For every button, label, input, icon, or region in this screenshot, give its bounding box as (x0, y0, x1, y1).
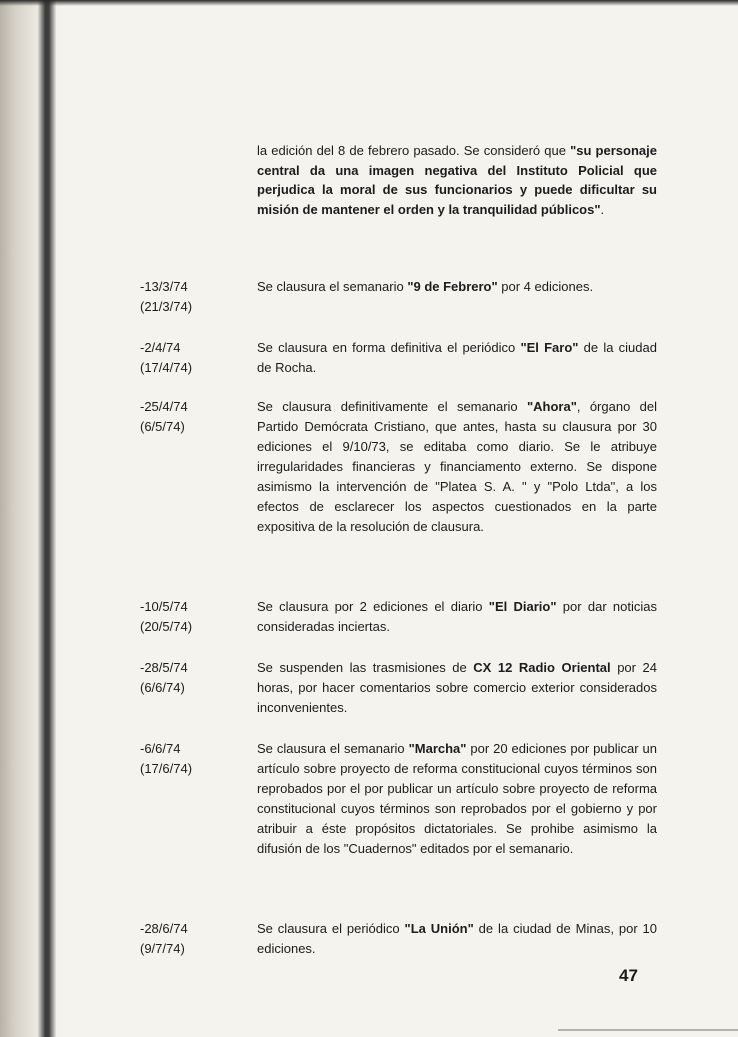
intro-text: la edición del 8 de febrero pasado. Se consideró que (257, 143, 571, 158)
entry-text-end: de la ciudad de Rocha. (257, 340, 657, 375)
book-spine-edge (38, 0, 56, 1037)
entry-publication-name: "El Faro" (520, 340, 579, 355)
entry-dates (140, 919, 250, 959)
entry-text (257, 338, 657, 378)
entry-publication-date: (6/6/74) (140, 680, 185, 695)
intro-quote: "su personaje central da una imagen negativa del Instituto Policial que perjudica la moral de sus funcionarios y puede dificultar su misión de mantener el orden y la tranquilidad públicos" (257, 143, 657, 217)
entry-dates (140, 277, 250, 317)
entry-text-start: Se suspenden las trasmisiones de (257, 660, 474, 675)
entry-text (257, 739, 657, 859)
entry-publication-name: "La Unión" (404, 921, 474, 936)
entry-publication-date: (6/5/74) (140, 419, 185, 434)
entry-text-start: Se clausura el periódico (257, 921, 405, 936)
entry-publication-date: (17/4/74) (140, 360, 193, 375)
entry-text-end: de la ciudad de Minas, por 10 ediciones. (257, 921, 658, 956)
entry-publication-name: "Marcha" (408, 741, 467, 756)
entry-date: -25/4/74 (140, 399, 188, 414)
entry-publication-date: (17/6/74) (140, 761, 193, 776)
entry-publication-date: (9/7/74) (140, 941, 185, 956)
entry-text (257, 919, 657, 959)
entry-date: -13/3/74 (140, 279, 188, 294)
entry-dates (140, 739, 250, 779)
entry-dates (140, 397, 250, 437)
entry-text-end: , órgano del Partido Demócrata Cristiano, que antes, hasta su clausura por 30 ediciones el 9/10/73, se editaba como diario. Se le atribuye irregularidades financieras y financiamento externo. Se dispone asimismo la intervención de "Platea S. A. " y "Polo Ltda", a los efectos de esclarecer los aspectos cuestionados en la parte expositiva de la resolución de clausura. (257, 399, 657, 534)
entry-publication-name: "9 de Febrero" (407, 279, 498, 294)
entry-publication-name: CX 12 Radio Oriental (473, 660, 611, 675)
entry-text-start: Se clausura por 2 ediciones el diario (257, 599, 489, 614)
entry-date: -6/6/74 (140, 741, 181, 756)
entry-text (257, 658, 657, 718)
entry-publication-name: "El Diario" (488, 599, 557, 614)
intro-end: . (600, 201, 605, 217)
page-bottom-edge (558, 1029, 738, 1031)
page-top-edge (0, 0, 738, 6)
entry-text (257, 597, 657, 637)
entry-text-start: Se clausura en forma definitiva el periódico (257, 340, 521, 355)
entry-text-start: Se clausura el semanario (257, 741, 409, 756)
entry-date: -10/5/74 (140, 599, 188, 614)
entry-text (257, 397, 657, 537)
entry-text-end: por dar noticias consideradas inciertas. (257, 599, 657, 634)
entry-date: -2/4/74 (140, 340, 181, 355)
entry-publication-date: (20/5/74) (140, 619, 193, 634)
entry-dates (140, 338, 250, 378)
entry-publication-name: "Ahora" (526, 399, 577, 414)
entry-date: -28/6/74 (140, 921, 188, 936)
intro-paragraph (257, 141, 657, 219)
entry-text-start: Se clausura definitivamente el semanario (257, 399, 527, 414)
entry-date: -28/5/74 (140, 660, 188, 675)
entry-text-end: por 24 horas, por hacer comentarios sobre comercio exterior considerados inconvenientes. (257, 660, 657, 715)
entry-text-end: por 4 ediciones. (497, 279, 594, 294)
entry-publication-date: (21/3/74) (140, 299, 193, 314)
entry-dates (140, 658, 250, 698)
entry-text (257, 277, 657, 297)
entry-text-start: Se clausura el semanario (257, 279, 408, 294)
entry-text-end: por 20 ediciones por publicar un artículo sobre proyecto de reforma constitucional cuyos términos son reprobados por el por publicar un artículo sobre proyecto de reforma constitucional cuyos términos son reprobados por el gobierno y por atribuir a éste propósitos dictatoriales. Se prohibe asimismo la difusión de los "Cuadernos" editados por el semanario. (257, 741, 657, 856)
page-number: 47 (619, 966, 638, 985)
entry-dates (140, 597, 250, 637)
